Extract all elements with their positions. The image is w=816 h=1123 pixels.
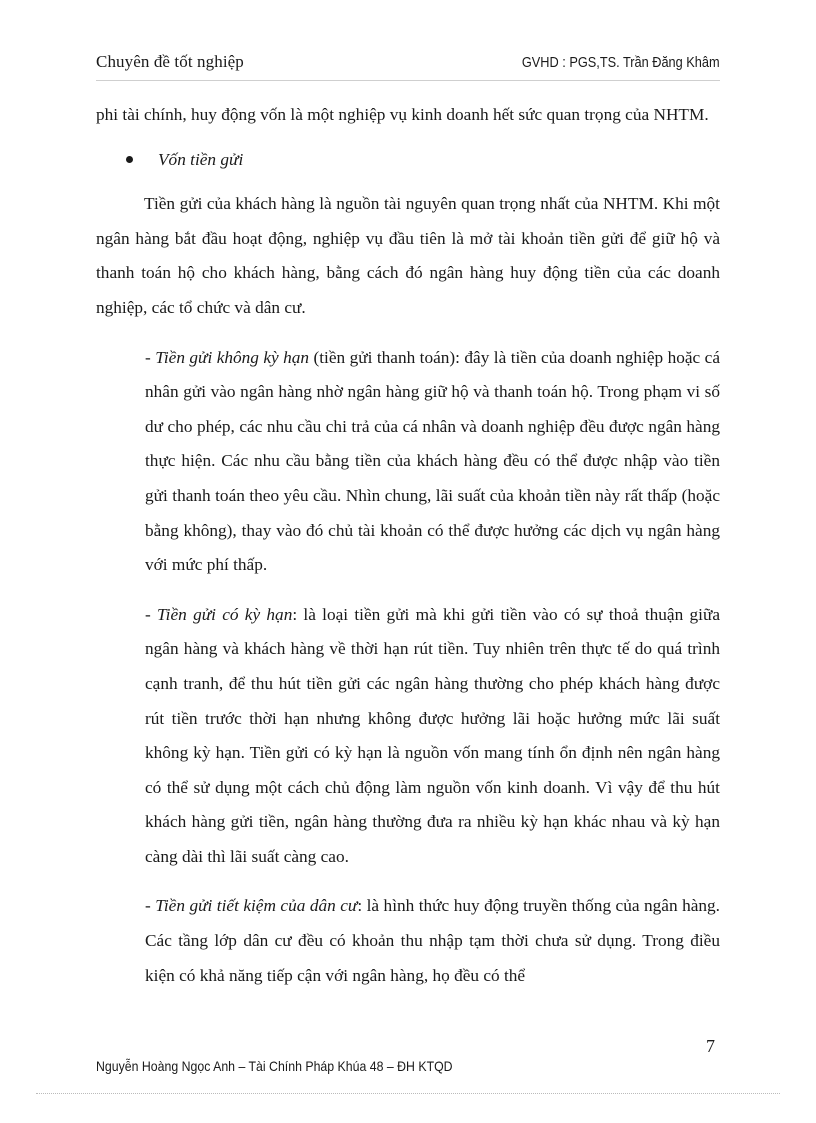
list-item-term: - Tiền gửi tiết kiệm của dân cư <box>145 896 358 916</box>
header-supervisor: GVHD : PGS,TS. Trần Đăng Khâm <box>522 54 720 71</box>
list-item-term: - Tiền gửi không kỳ hạn <box>145 347 310 367</box>
deposit-paragraph: Tiền gửi của khách hàng là nguồn tài nguyên quan trọng nhất của NHTM. Khi một ngân hàng bắt đầu hoạt động, nghiệp vụ đầu tiên là mở tài khoản tiền gửi để giữ hộ và thanh toán hộ cho khách hàng, bằng cách đó ngân hàng huy động tiền của các doanh nghiệp, các tổ chức và dân cư. <box>96 194 720 317</box>
bullet-heading <box>126 143 720 178</box>
page-header <box>96 52 720 78</box>
list-item-term-deposit <box>145 598 720 875</box>
intro-paragraph: phi tài chính, huy động vốn là một nghiệp vụ kinh doanh hết sức quan trọng của NHTM. <box>96 105 709 124</box>
page-number: 7 <box>706 1036 715 1056</box>
list-item-savings-deposit <box>145 889 720 993</box>
header-title: Chuyên đề tốt nghiệp <box>96 52 244 71</box>
page-body <box>96 98 720 993</box>
page-footer: Nguyễn Hoàng Ngọc Anh – Tài Chính Pháp Khúa 48 – ĐH KTQD <box>96 1058 453 1074</box>
header-divider <box>96 80 720 81</box>
bullet-icon <box>126 156 133 163</box>
list-item-text: (tiền gửi thanh toán): đây là tiền của doanh nghiệp hoặc cá nhân gửi vào ngân hàng nhờ ngân hàng giữ hộ và thanh toán hộ. Trong phạm vi số dư cho phép, các nhu cầu chi trả của cá nhân và doanh nghiệp đều được ngân hàng thực hiện. Các nhu cầu bằng tiền của khách hàng đều có thể được nhập vào tiền gửi thanh toán theo yêu cầu. Nhìn chung, lãi suất của khoản tiền này rất thấp (hoặc bằng không), thay vào đó chủ tài khoản có thể được hưởng các dịch vụ ngân hàng với mức phí thấp. <box>145 347 720 575</box>
bullet-heading-text: Vốn tiền gửi <box>158 149 244 169</box>
footer-divider <box>36 1093 780 1094</box>
list-item-term: - Tiền gửi có kỳ hạn <box>145 604 293 624</box>
list-item-text: : là loại tiền gửi mà khi gửi tiền vào có sự thoả thuận giữa ngân hàng và khách hàng về thời hạn rút tiền. Tuy nhiên trên thực tế do quá trình cạnh tranh, để thu hút tiền gửi các ngân hàng thường cho phép khách hàng được rút tiền trước thời hạn nhưng không được hưởng lãi hoặc hưởng mức lãi suất không kỳ hạn. Tiền gửi có kỳ hạn là nguồn vốn mang tính ổn định nên ngân hàng có thể sử dụng một cách chủ động làm nguồn vốn kinh doanh. Vì vậy để thu hút khách hàng gửi tiền, ngân hàng thường đưa ra nhiều kỳ hạn khác nhau và kỳ hạn càng dài thì lãi suất càng cao. <box>145 604 720 866</box>
list-item-text: : là hình thức huy động truyền thống của ngân hàng. Các tầng lớp dân cư đều có khoản thu nhập tạm thời chưa sử dụng. Trong điều kiện có khả năng tiếp cận với ngân hàng, họ đều có thể <box>145 896 720 985</box>
list-item-demand-deposit <box>145 341 720 583</box>
